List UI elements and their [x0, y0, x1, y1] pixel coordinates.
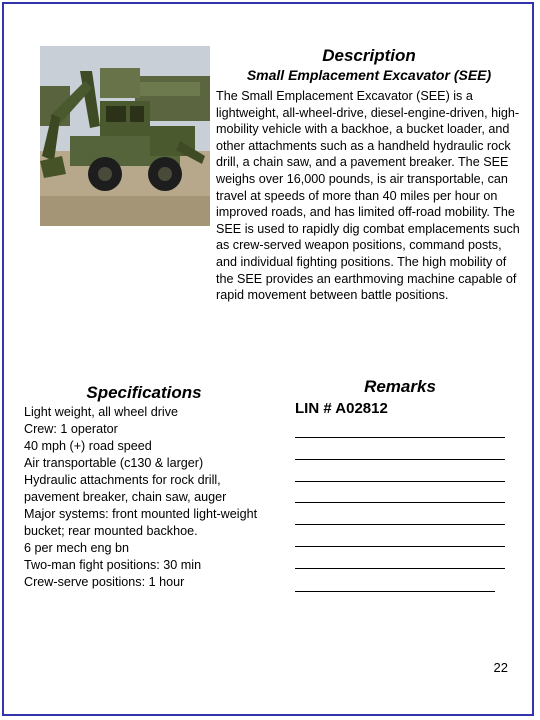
- spec-item: Crew-serve positions: 1 hour: [24, 575, 185, 589]
- spec-item: 6 per mech eng bn: [24, 541, 130, 555]
- vehicle-photo: [40, 46, 210, 226]
- spec-item: Air transportable (c130 & larger): [24, 456, 204, 470]
- spec-item: Two-man fight positions: 30 min: [24, 558, 202, 572]
- specifications-list: [24, 404, 274, 591]
- remark-line: [295, 481, 505, 482]
- excavator-image: [40, 46, 210, 226]
- remark-line: [295, 459, 505, 460]
- specifications-heading: Specifications: [86, 383, 202, 402]
- lin-number: LIN # A02812: [295, 400, 388, 417]
- remark-line: [295, 546, 505, 547]
- spec-item: Crew: 1 operator: [24, 422, 118, 436]
- description-heading: Description: [322, 46, 416, 65]
- spec-item: Major systems: front mounted light-weight bucket; rear mounted backhoe.: [24, 507, 258, 538]
- remarks-heading: Remarks: [364, 377, 436, 396]
- remark-line: [295, 591, 495, 592]
- remark-line: [295, 568, 505, 569]
- description-body: The Small Emplacement Excavator (SEE) is a lightweight, all-wheel-drive, diesel-engine-driven, high-mobility vehicle with a backhoe, a bucket loader, and other attachments such as a handheld hydraulic rock drill, a chain saw, and a pavement breaker. The SEE weighs over 16,000 pounds, is air transportable, can travel at speeds of more than 40 miles per hour on improved roads, and has limited off-road mobility. The SEE is used to rapidly dig combat emplacements such as crew-served weapon positions, command posts, and individual fighting positions. The high mobility of the SEE provides an earthmoving machine capable of rapid movement between battle positions.: [216, 89, 520, 303]
- description-subheading: Small Emplacement Excavator (SEE): [246, 67, 492, 83]
- remark-line: [295, 437, 505, 438]
- spec-item: Hydraulic attachments for rock drill, pavement breaker, chain saw, auger: [24, 473, 227, 504]
- spec-item: Light weight, all wheel drive: [24, 405, 179, 419]
- remark-line: [295, 524, 505, 525]
- spec-item: 40 mph (+) road speed: [24, 439, 152, 453]
- remark-line: [295, 502, 505, 503]
- page-number: 22: [493, 660, 508, 675]
